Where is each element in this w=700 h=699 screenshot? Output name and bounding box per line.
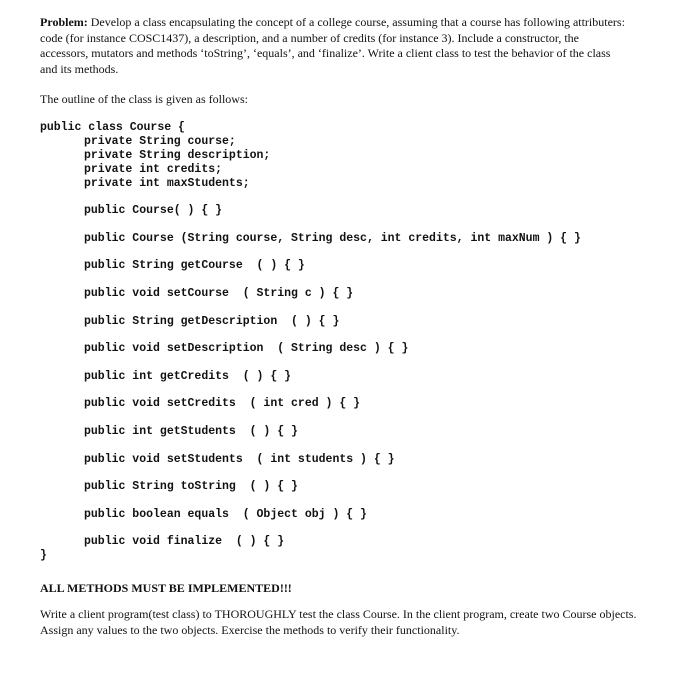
method-set-description: public void setDescription ( String desc ) { } <box>84 342 409 355</box>
client-instructions: Write a client program(test class) to THOROUGHLY test the class Course. In the client program, create two Course objects. Assign any values to the two objects. Exercise the methods to verify their functionality. <box>40 607 637 637</box>
method-get-credits: public int getCredits ( ) { } <box>84 370 292 383</box>
field-description: private String description; <box>84 149 271 162</box>
field-credits: private int credits; <box>84 163 223 176</box>
method-finalize: public void finalize ( ) { } <box>84 535 285 548</box>
method-equals: public boolean equals ( Object obj ) { } <box>84 508 367 521</box>
problem-description: Develop a class encapsulating the concept of a college course, assuming that a course has following attributers: code (for instance COSC1437), a description, and a number of credits (for instance 3). Include a constructor, the accessors, mutators and methods ‘toString’, ‘equals’, and ‘finalize’. Write a client class to test the behavior of the class and its methods. <box>40 15 625 76</box>
problem-label: Problem: <box>40 15 88 29</box>
method-default-constructor: public Course( ) { } <box>84 204 223 217</box>
method-set-course: public void setCourse ( String c ) { } <box>84 287 354 300</box>
method-constructor: public Course (String course, String desc, int credits, int maxNum ) { } <box>84 232 581 245</box>
field-course: private String course; <box>84 135 236 148</box>
method-set-credits: public void setCredits ( int cred ) { } <box>84 397 361 410</box>
method-get-course: public String getCourse ( ) { } <box>84 259 305 272</box>
outline-intro: The outline of the class is given as follows: <box>40 92 248 106</box>
field-max-students: private int maxStudents; <box>84 177 250 190</box>
problem-statement <box>40 15 630 77</box>
method-get-students: public int getStudents ( ) { } <box>84 425 298 438</box>
method-set-students: public void setStudents ( int students ) { } <box>84 453 395 466</box>
implementation-note: ALL METHODS MUST BE IMPLEMENTED!!! <box>40 581 292 595</box>
class-closing-brace: } <box>40 549 47 562</box>
class-header: public class Course { <box>40 121 185 134</box>
method-get-description: public String getDescription ( ) { } <box>84 315 340 328</box>
method-to-string: public String toString ( ) { } <box>84 480 298 493</box>
